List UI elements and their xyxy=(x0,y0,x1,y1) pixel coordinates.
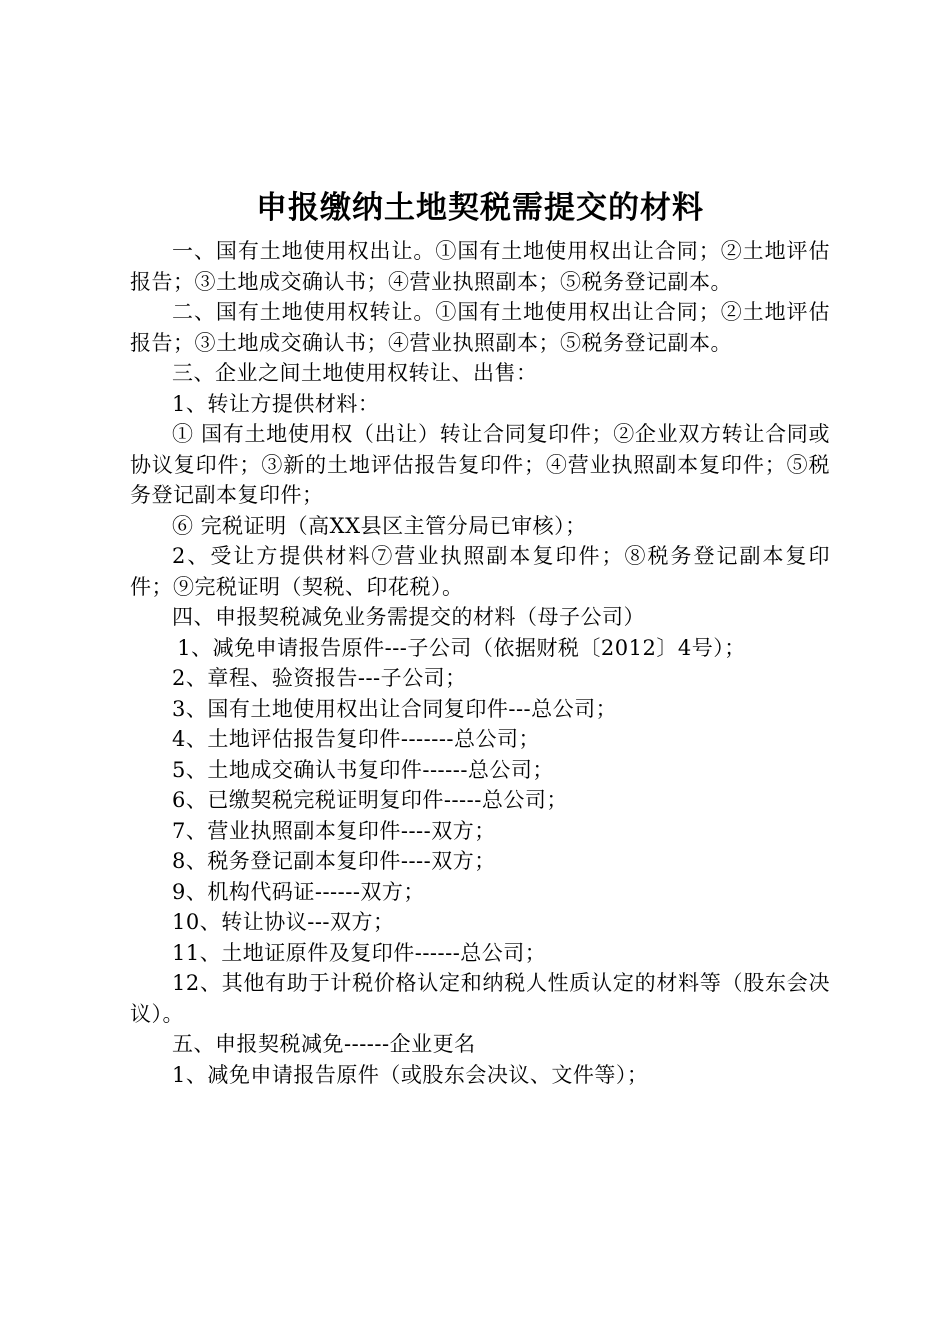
list-item-4-6: 6、已缴契税完税证明复印件-----总公司； xyxy=(172,788,568,812)
list-item-4-4: 4、土地评估报告复印件-------总公司； xyxy=(172,727,541,751)
list-item-4-2: 2、章程、验资报告---子公司； xyxy=(172,666,467,690)
list-item-4-1: 1、减免申请报告原件---子公司（依据财税〔2012〕4号）； xyxy=(177,635,746,660)
list-item-4-7: 7、营业执照副本复印件----双方； xyxy=(172,818,496,843)
paragraph-section-5-heading: 五、申报契税减免------企业更名 xyxy=(172,1032,476,1056)
paragraph-tax-certificate: ⑥ 完税证明（高XX县区主管分局已审核）； xyxy=(172,513,587,538)
paragraph-transferor-materials: ① 国有土地使用权（出让）转让合同复印件；②企业双方转让合同或协议复印件；③新的土地评估报告复印件；④营业执照副本复印件；⑤税务登记副本复印件； xyxy=(130,422,830,507)
list-item-4-10: 10、转让协议---双方； xyxy=(172,910,395,934)
list-item-4-8: 8、税务登记副本复印件----双方； xyxy=(172,849,496,873)
list-item-4-3: 3、国有土地使用权出让合同复印件---总公司； xyxy=(172,696,618,721)
paragraph-transferor-heading: 1、转让方提供材料： xyxy=(172,391,380,416)
paragraph-section-1: 一、国有土地使用权出让。①国有土地使用权出让合同；②土地评估报告；③土地成交确认书；④营业执照副本；⑤税务登记副本。 xyxy=(130,239,830,294)
list-item-4-9: 9、机构代码证------双方； xyxy=(172,879,425,904)
paragraph-section-2: 二、国有土地使用权转让。①国有土地使用权出让合同；②土地评估报告；③土地成交确认书；④营业执照副本；⑤税务登记副本。 xyxy=(130,300,830,355)
list-item-4-11: 11、土地证原件及复印件------总公司； xyxy=(172,940,547,965)
paragraph-section-4-heading: 四、申报契税减免业务需提交的材料（母子公司） xyxy=(172,605,645,629)
document-title: 申报缴纳土地契税需提交的材料 xyxy=(256,190,704,226)
list-item-4-12: 12、其他有助于计税价格认定和纳税人性质认定的材料等（股东会决议）。 xyxy=(130,971,830,1026)
paragraph-section-3-heading: 三、企业之间土地使用权转让、出售： xyxy=(172,361,538,385)
paragraph-transferee-materials: 2、受让方提供材料⑦营业执照副本复印件；⑧税务登记副本复印件；⑨完税证明（契税、印花税）。 xyxy=(130,544,830,599)
list-item-5-1: 1、减免申请报告原件（或股东会决议、文件等）； xyxy=(172,1062,649,1087)
list-item-4-5: 5、土地成交确认书复印件------总公司； xyxy=(172,757,554,782)
document-page xyxy=(130,180,830,1090)
